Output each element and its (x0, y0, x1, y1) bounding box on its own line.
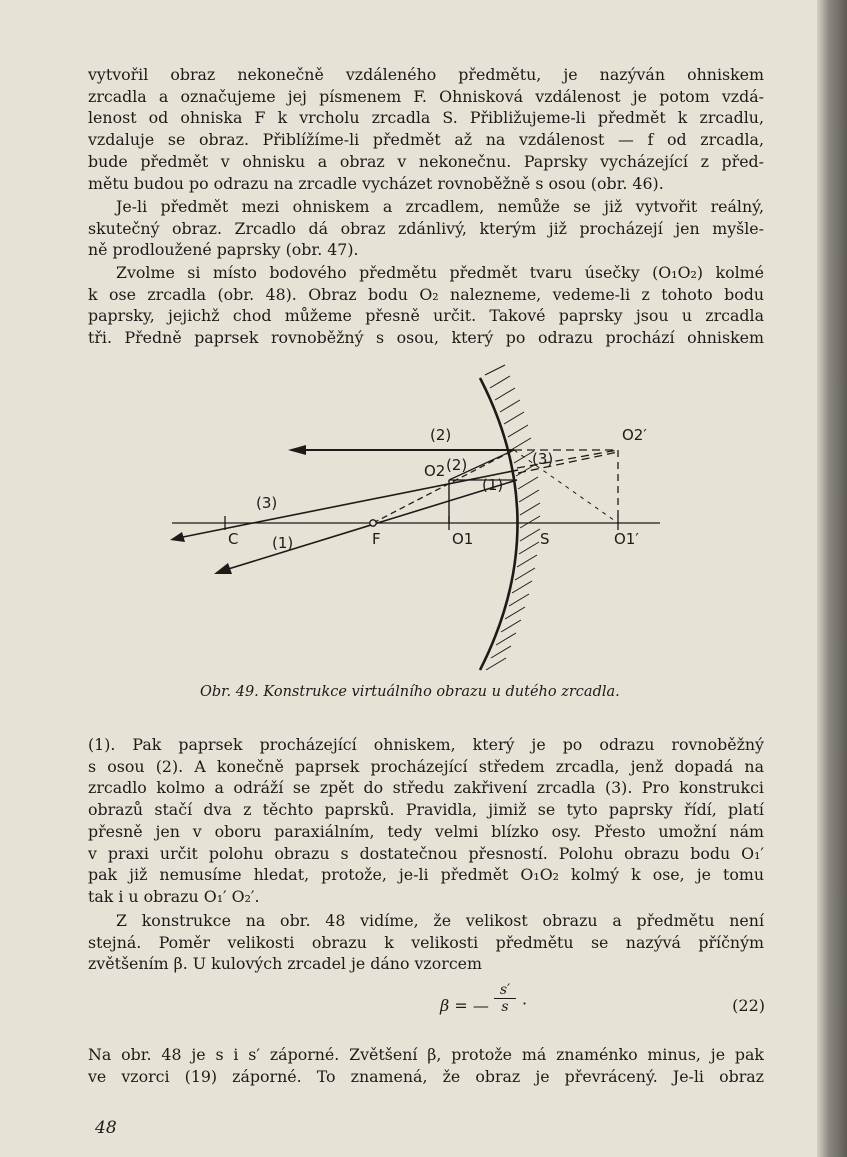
text-line: obrazů stačí dva z těchto paprsků. Pravidla, jimiž se tyto paprsky řídí, platí (88, 800, 764, 820)
text-line: zrcadlo kolmo a odráží se zpět do středu zakřivení zrcadla (3). Pro konstrukci (88, 778, 764, 798)
label-ray-1-left: (1) (272, 534, 294, 552)
text-line: přesně jen v oboru paraxiálním, tedy velmi blízko osy. Přesto umožní nám (88, 821, 764, 841)
label-point-O1-prime: O1′ (614, 530, 639, 548)
text-line: mětu budou po odrazu na zrcadle vycházet rovnoběžně s osou (obr. 46). (88, 173, 664, 193)
paragraph-4 (88, 734, 764, 908)
text-line: s osou (2). A konečně paprsek procházející středem zrcadla, jenž dopadá na (88, 756, 764, 776)
text-line: pak již nemusíme hledat, protože, je-li předmět O₁O₂ kolmý k ose, je tomu (88, 865, 764, 885)
text-line: ně prodloužené paprsky (obr. 47). (88, 240, 359, 260)
mirror-hatching (485, 365, 540, 670)
text-line: Je-li předmět mezi ohniskem a zrcadlem, nemůže se již vytvořit reálný, (116, 197, 764, 216)
text-line: vytvořil obraz nekonečně vzdáleného předmětu, je nazýván ohniskem (88, 65, 764, 84)
formula-numerator: s′ (494, 982, 516, 999)
text-line: paprsky, jejichž chod můžeme přesně určit. Takové paprsky jsou u zrcadla (88, 306, 764, 326)
text-line: (1). Pak paprsek procházející ohniskem, který je po odrazu rovnoběžný (88, 735, 764, 754)
text-line: skutečný obraz. Zrcadlo dá obraz zdánlivý, kterým již procházejí jen myšle- (88, 218, 764, 238)
figure-caption: Obr. 49. Konstrukce virtuálního obrazu u dutého zrcadla. (200, 684, 620, 700)
formula-lhs: β = — (440, 996, 489, 1015)
text-line: k ose zrcadla (obr. 48). Obraz bodu O₂ nalezneme, vedeme-li z tohoto bodu (88, 284, 764, 304)
text-line: v praxi určit polohu obrazu s dostatečnou přesností. Polohu obrazu bodu O₁′ (88, 843, 764, 863)
formula-22 (440, 980, 765, 1032)
text-line: Zvolme si místo bodového předmětu předmět tvaru úsečky (O₁O₂) kolmé (116, 263, 764, 282)
text-line: zvětšením β. U kulových zrcadel je dáno vzorcem (88, 954, 482, 974)
label-point-S: S (540, 530, 550, 548)
text-line: zrcadla a označujeme jej písmenem F. Ohnisková vzdálenost je potom vzdá- (88, 86, 764, 106)
paragraph-3 (88, 262, 764, 349)
paragraph-1 (88, 64, 764, 194)
label-ray-3-left: (3) (256, 494, 278, 512)
page-number: 48 (95, 1118, 117, 1138)
paragraph-2 (88, 196, 764, 261)
paragraph-5 (88, 910, 764, 975)
text-line: bude předmět v ohnisku a obraz v nekonečnu. Paprsky vycházející z před- (88, 151, 764, 171)
formula-fraction (494, 982, 516, 1015)
mirror-diagram (0, 360, 847, 690)
formula-tail: · (522, 994, 528, 1013)
concave-mirror (480, 378, 518, 670)
text-line: Z konstrukce na obr. 48 vidíme, že velikost obrazu a předmětu není (116, 911, 764, 930)
label-point-O2-prime: O2′ (622, 426, 647, 444)
formula-number: (22) (732, 996, 765, 1015)
formula-denominator: s (501, 999, 509, 1015)
ray-3 (178, 470, 518, 538)
label-ray-2-top: (2) (430, 426, 452, 444)
text-line: tak i u obrazu O₁′ O₂′. (88, 886, 260, 906)
label-ray-3-right: (3) (532, 450, 554, 468)
text-line: stejná. Poměr velikosti obrazu k velikosti předmětu se nazývá příčným (88, 932, 764, 952)
text-line: lenost od ohniska F k vrcholu zrcadla S. Přibližujeme-li předmět k zrcadlu, (88, 108, 764, 128)
text-line: vzdaluje se obraz. Přiblížíme-li předmět až na vzdálenost — f od zrcadla, (88, 130, 764, 150)
text-line: tři. Předně paprsek rovnoběžný s osou, který po odrazu prochází ohniskem (88, 328, 764, 348)
label-point-O2: O2 (424, 462, 446, 480)
text-line: Na obr. 48 je s i s′ záporné. Zvětšení β, protože má znaménko minus, je pak (88, 1045, 764, 1064)
label-point-O1: O1 (452, 530, 474, 548)
label-point-F: F (372, 530, 381, 548)
text-line: ve vzorci (19) záporné. To znamená, že obraz je převrácený. Je-li obraz (88, 1066, 764, 1086)
label-point-C: C (228, 530, 239, 548)
label-ray-2-mid: (2) (446, 456, 468, 474)
paragraph-6 (88, 1044, 764, 1087)
label-ray-1-mid: (1) (482, 476, 504, 494)
